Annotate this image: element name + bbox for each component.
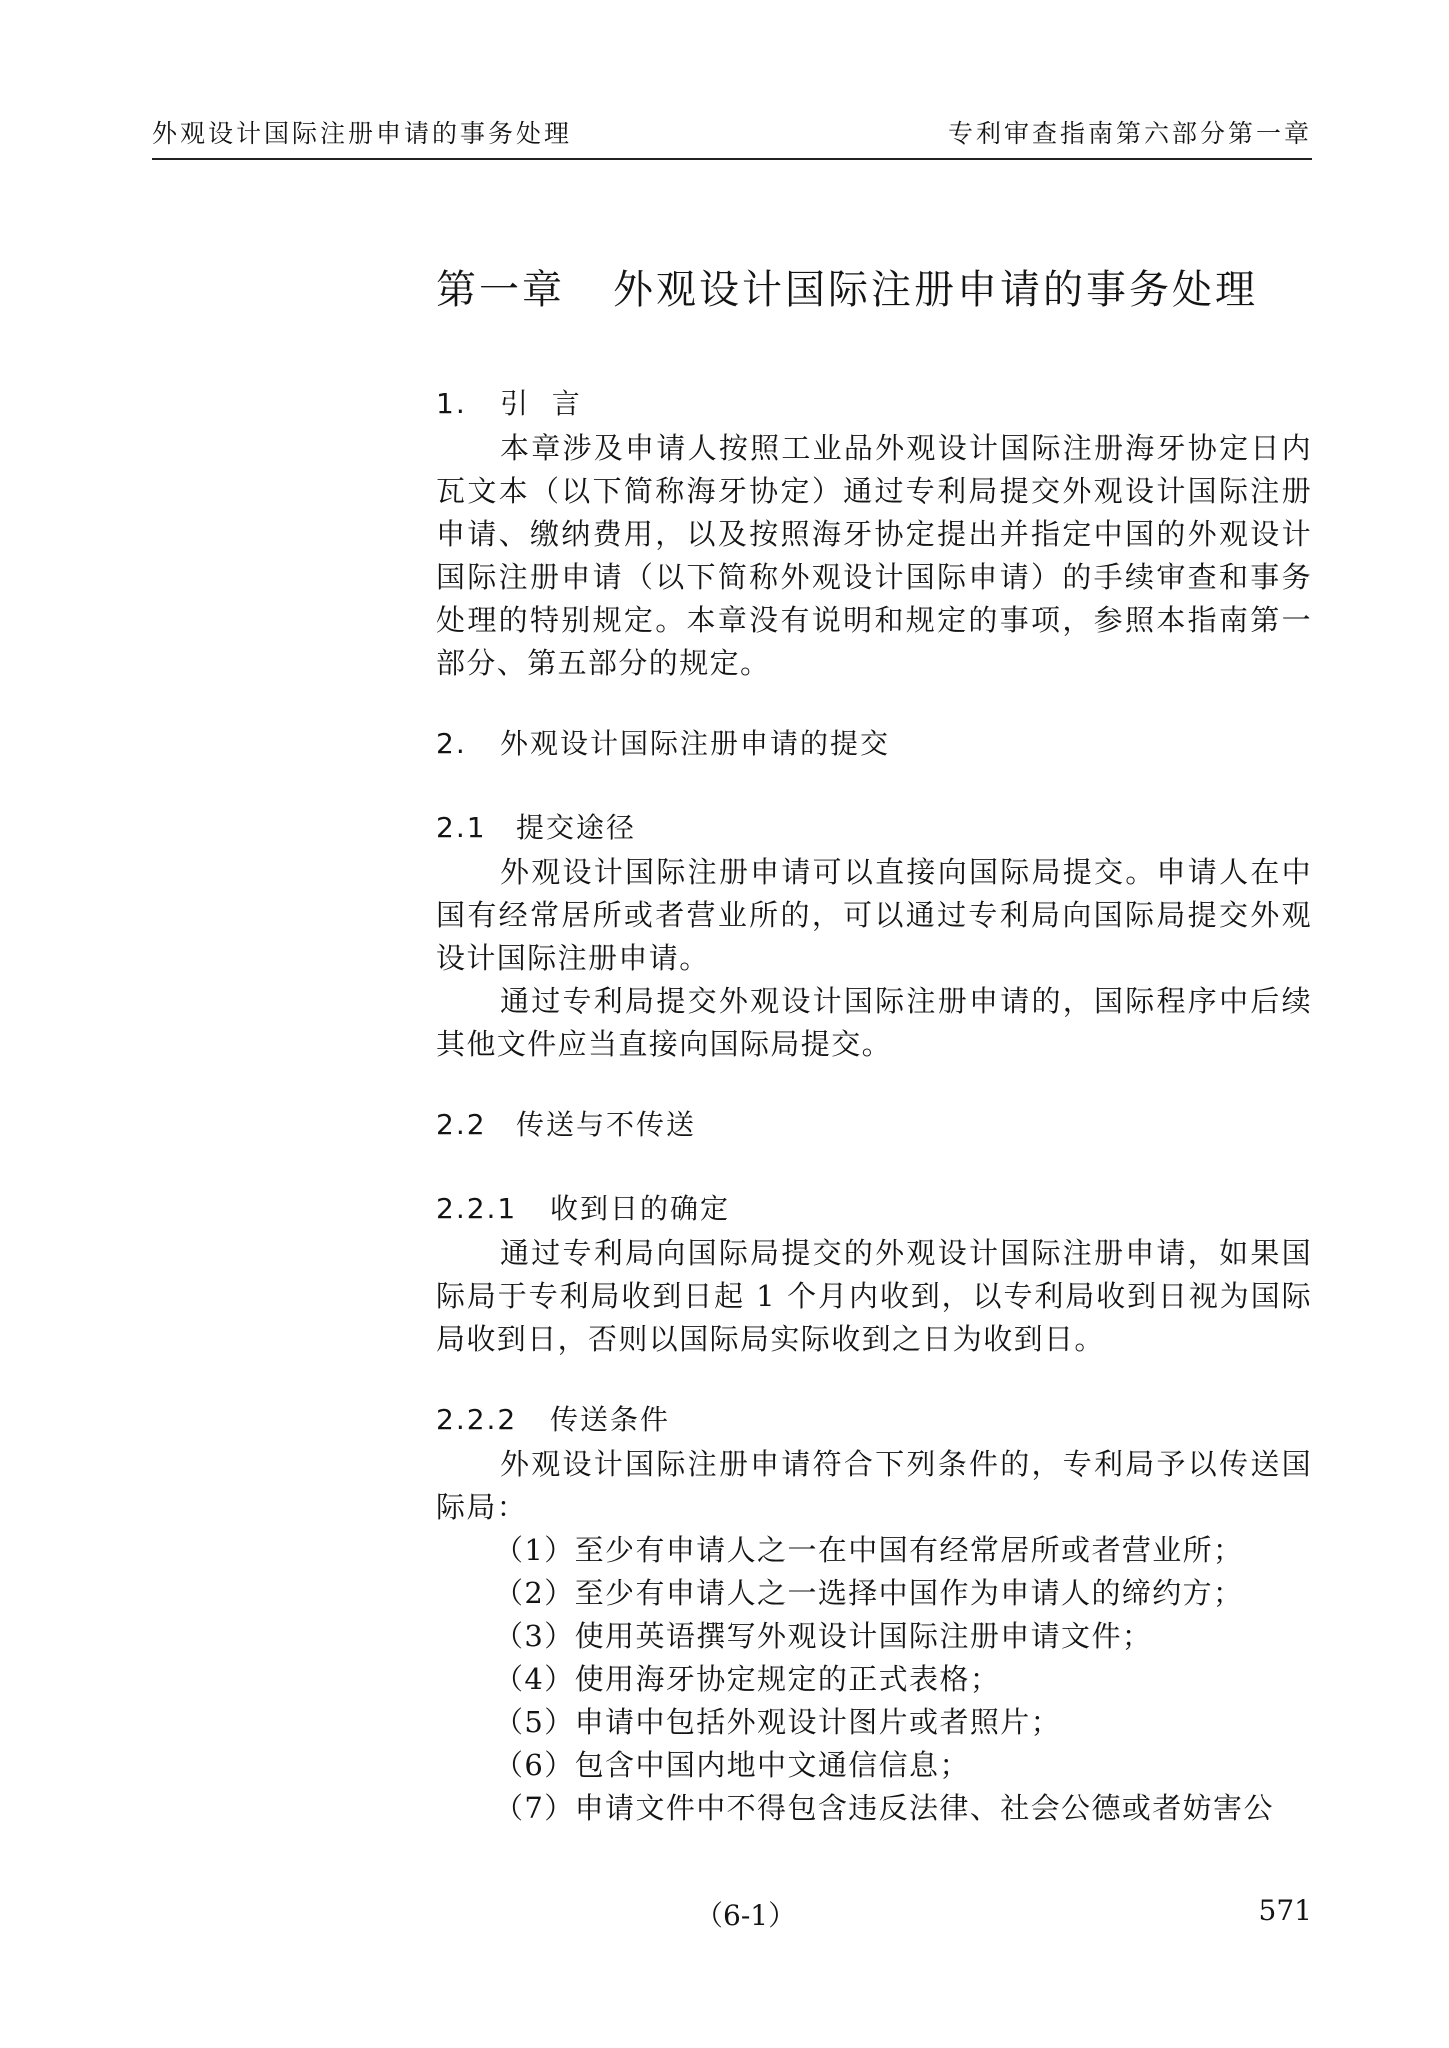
section-number: 1. [436, 387, 467, 420]
section-1-heading [436, 381, 1312, 427]
section-2-2-2-heading [436, 1397, 1312, 1443]
chapter-name: 外观设计国际注册申请的事务处理 [613, 267, 1258, 313]
section-title: 引 言 [500, 387, 582, 420]
chapter-title [436, 258, 1312, 315]
section-2-1-heading [436, 805, 1312, 851]
list-item: （2）至少有申请人之一选择中国作为申请人的缔约方； [494, 1576, 1244, 1610]
chapter-number: 第一章 [436, 267, 565, 313]
section-title: 传送与不传送 [516, 1108, 697, 1141]
list-item: （3）使用英语撰写外观设计国际注册申请文件； [494, 1619, 1153, 1653]
list-item: （1）至少有申请人之一在中国有经常居所或者营业所； [494, 1533, 1244, 1567]
section-title: 提交途径 [516, 811, 637, 844]
footer-page-number: 571 [1258, 1894, 1312, 1927]
section-2-2-heading [436, 1102, 1312, 1148]
section-2-1-paragraph-2: 通过专利局提交外观设计国际注册申请的，国际程序中后续其他文件应当直接向国际局提交。 [436, 984, 1312, 1061]
section-number: 2.2 [436, 1108, 487, 1141]
section-2-2-1-heading [436, 1186, 1312, 1232]
list-item: （6）包含中国内地中文通信信息； [494, 1748, 970, 1782]
header-left-title: 外观设计国际注册申请的事务处理 [152, 119, 573, 148]
section-2-heading [436, 721, 1312, 767]
footer-page-label: （6-1） [695, 1899, 797, 1932]
section-2-2-2-paragraph: 外观设计国际注册申请符合下列条件的，专利局予以传送国际局： [436, 1447, 1312, 1524]
section-number: 2.1 [436, 811, 487, 844]
header-right-title: 专利审查指南第六部分第一章 [947, 119, 1312, 148]
section-1-paragraph: 本章涉及申请人按照工业品外观设计国际注册海牙协定日内瓦文本（以下简称海牙协定）通过专利局提交外观设计国际注册申请、缴纳费用，以及按照海牙协定提出并指定中国的外观设计国际注册申请（以下简称外观设计国际申请）的手续审查和事务处理的特别规定。本章没有说明和规定的事项，参照本指南第一部分、第五部分的规定。 [436, 431, 1312, 680]
section-title: 外观设计国际注册申请的提交 [500, 727, 891, 760]
running-header [152, 118, 1312, 160]
section-number: 2. [436, 727, 467, 760]
section-title: 传送条件 [550, 1403, 671, 1436]
page-body [436, 220, 1312, 1830]
section-2-2-1-paragraph: 通过专利局向国际局提交的外观设计国际注册申请，如果国际局于专利局收到日起 1 个月内收到，以专利局收到日视为国际局收到日，否则以国际局实际收到之日为收到日。 [436, 1236, 1312, 1356]
section-number: 2.2.1 [436, 1192, 518, 1225]
section-2-1-paragraph-1: 外观设计国际注册申请可以直接向国际局提交。申请人在中国有经常居所或者营业所的，可以通过专利局向国际局提交外观设计国际注册申请。 [436, 855, 1312, 975]
section-number: 2.2.2 [436, 1403, 518, 1436]
list-item: （5）申请中包括外观设计图片或者照片； [494, 1705, 1062, 1739]
list-item: （4）使用海牙协定规定的正式表格； [494, 1662, 1001, 1696]
list-item: （7）申请文件中不得包含违反法律、社会公德或者妨害公 [494, 1791, 1274, 1825]
section-title: 收到日的确定 [550, 1192, 731, 1225]
